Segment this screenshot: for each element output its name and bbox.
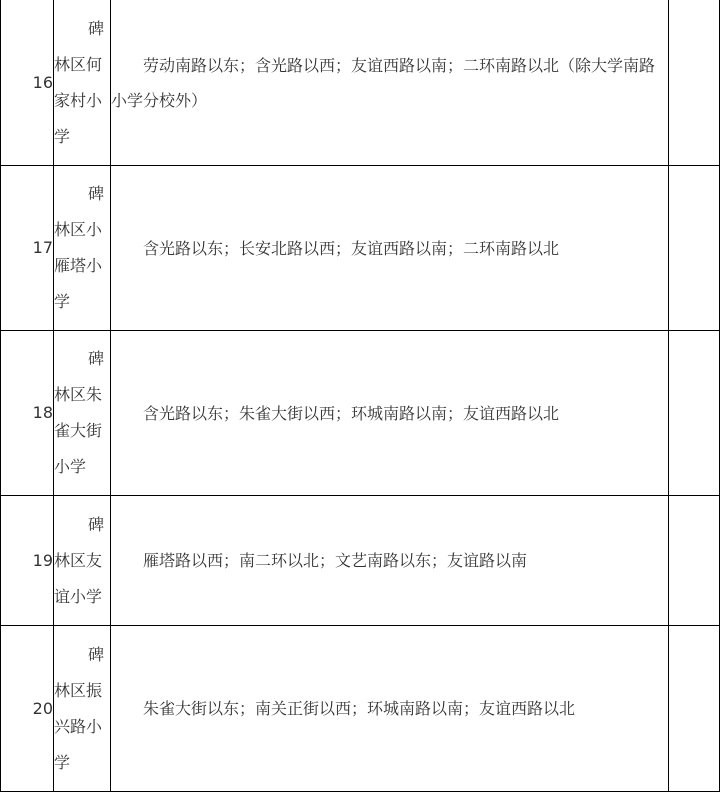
district-area-text: 雁塔路以西；南二环以北；文艺南路以东；友谊路以南 bbox=[143, 551, 528, 570]
row-number bbox=[1, 626, 54, 792]
school-name-rest: 林区友谊小学 bbox=[54, 550, 103, 606]
row-number-text: 20 bbox=[32, 698, 53, 718]
row-number bbox=[1, 331, 54, 496]
table-row bbox=[1, 0, 720, 166]
school-name-first: 碑 bbox=[87, 349, 104, 368]
school-name bbox=[54, 496, 111, 626]
school-name-first: 碑 bbox=[87, 644, 104, 664]
district-area bbox=[111, 331, 669, 496]
school-name bbox=[54, 0, 111, 166]
row-number-text: 16 bbox=[32, 72, 53, 92]
district-area-text: 劳动南路以东；含光路以西；友谊西路以南；二环南路以北（除大学南路小学分校外） bbox=[111, 55, 656, 110]
school-name-rest: 林区振兴路小学 bbox=[54, 680, 103, 772]
row-number-text: 17 bbox=[32, 238, 53, 257]
row-number bbox=[1, 496, 54, 626]
school-name bbox=[54, 166, 111, 331]
row-number-text: 19 bbox=[32, 550, 53, 570]
blank-cell bbox=[669, 166, 720, 331]
blank-cell bbox=[669, 496, 720, 626]
school-name-first: 碑 bbox=[87, 18, 104, 38]
school-name-rest: 林区何家村小学 bbox=[54, 54, 103, 146]
school-name bbox=[54, 626, 111, 792]
district-area bbox=[111, 0, 669, 166]
blank-cell bbox=[669, 0, 720, 166]
district-area-text: 朱雀大街以东；南关正街以西；环城南路以南；友谊西路以北 bbox=[143, 699, 576, 718]
blank-cell bbox=[669, 331, 720, 496]
school-name-rest: 林区小雁塔小学 bbox=[54, 220, 103, 311]
row-number bbox=[1, 166, 54, 331]
school-name-first: 碑 bbox=[87, 184, 104, 203]
table-row bbox=[1, 331, 720, 496]
district-area-text: 含光路以东；朱雀大街以西；环城南路以南；友谊西路以北 bbox=[143, 403, 560, 423]
row-number-text: 18 bbox=[32, 403, 53, 422]
table-row bbox=[1, 496, 720, 626]
blank-cell bbox=[669, 626, 720, 792]
school-name bbox=[54, 331, 111, 496]
district-area-text: 含光路以东；长安北路以西；友谊西路以南；二环南路以北 bbox=[143, 238, 560, 258]
district-area bbox=[111, 626, 669, 792]
district-area bbox=[111, 496, 669, 626]
school-name-first: 碑 bbox=[87, 514, 104, 534]
table-row bbox=[1, 626, 720, 792]
district-area bbox=[111, 166, 669, 331]
school-name-rest: 林区朱雀大街小学 bbox=[54, 385, 103, 476]
table-row bbox=[1, 166, 720, 331]
row-number bbox=[1, 0, 54, 166]
